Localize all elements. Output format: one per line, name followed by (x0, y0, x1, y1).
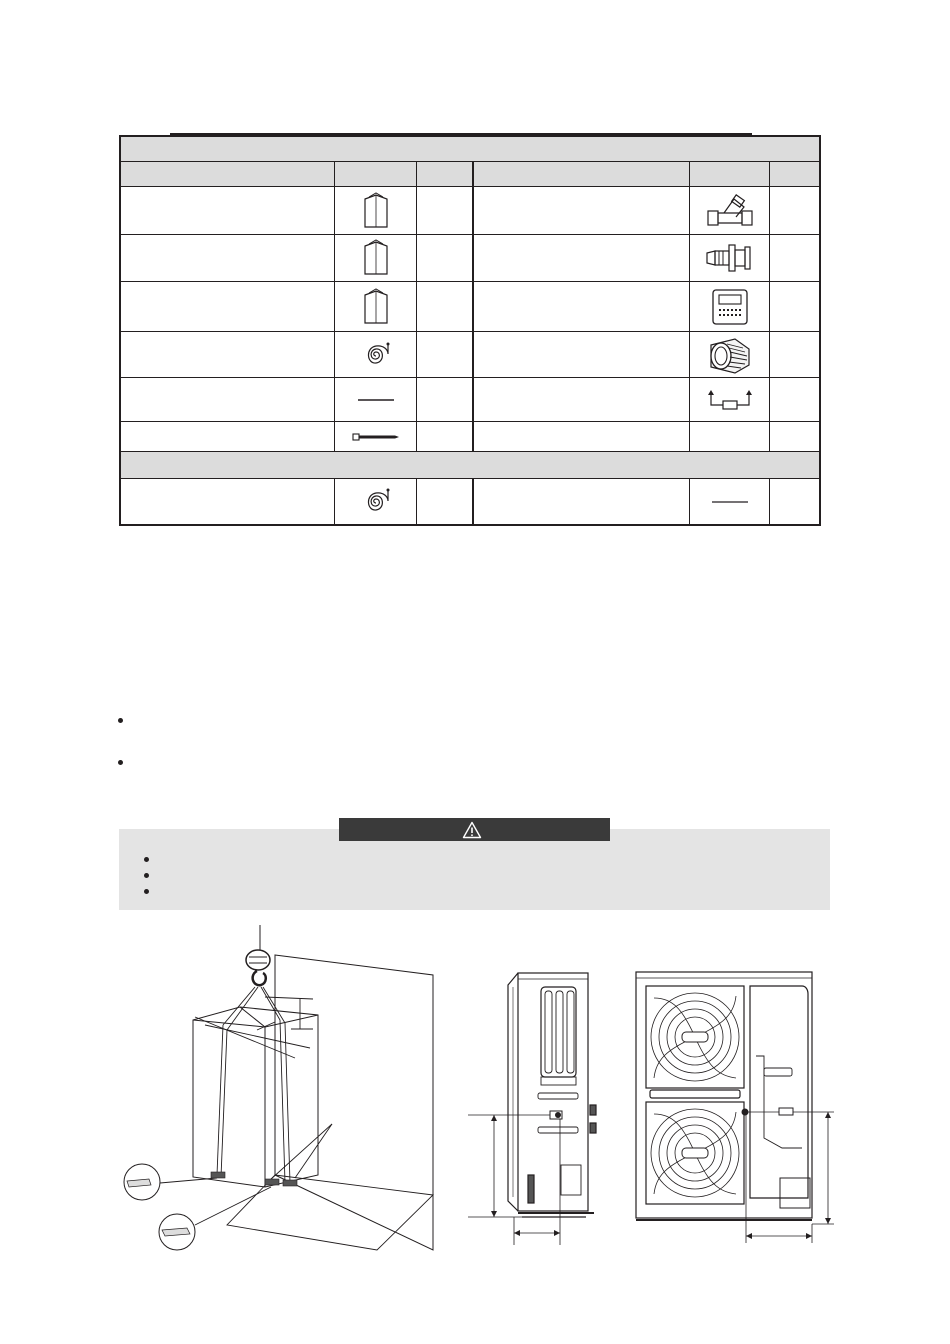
item-shape (690, 187, 770, 234)
item-shape (335, 282, 417, 331)
header-left-qty (417, 162, 474, 186)
item-name (121, 332, 335, 377)
header-right-name (474, 162, 690, 186)
bullet-dot (118, 760, 123, 765)
item-qty (770, 422, 819, 451)
header-right-shape (690, 162, 770, 186)
item-qty (417, 187, 474, 234)
item-qty (417, 378, 474, 421)
straight-line-icon (710, 497, 750, 507)
item-qty (770, 479, 819, 524)
table-row (121, 479, 819, 524)
table-row (121, 378, 819, 422)
resistor-connector-icon (705, 387, 755, 413)
item-name (121, 187, 335, 234)
header-left-shape (335, 162, 417, 186)
section-label (121, 452, 819, 478)
manual-booklet-icon (361, 238, 391, 278)
item-qty (770, 187, 819, 234)
item-shape (690, 282, 770, 331)
item-qty (770, 282, 819, 331)
table-section-header (121, 452, 819, 479)
manual-booklet-icon (361, 287, 391, 327)
warning-header (339, 818, 610, 841)
outdoor-unit-side-view (466, 965, 598, 1250)
item-qty (770, 378, 819, 421)
header-right-qty (770, 162, 819, 186)
coiled-cable-icon (358, 485, 394, 519)
item-shape (335, 235, 417, 281)
bullet-dot (118, 718, 123, 723)
bullet-dot (144, 857, 149, 862)
item-name (121, 282, 335, 331)
section-label (121, 137, 819, 161)
table-section-header (121, 137, 819, 162)
table-row (121, 282, 819, 332)
item-qty (770, 235, 819, 281)
item-shape (690, 422, 770, 451)
item-name (474, 479, 690, 524)
item-name (121, 479, 335, 524)
straight-line-icon (356, 395, 396, 405)
wired-controller-icon (710, 287, 750, 327)
item-name (121, 235, 335, 281)
item-qty (417, 235, 474, 281)
warning-triangle-icon (462, 821, 482, 839)
item-name (474, 282, 690, 331)
lifting-diagram (115, 925, 450, 1265)
drain-joint-icon (705, 241, 755, 275)
table-row (121, 235, 819, 282)
item-qty (417, 422, 474, 451)
item-name (474, 422, 690, 451)
y-strainer-icon (706, 191, 754, 231)
table-row (121, 422, 819, 452)
table-row (121, 187, 819, 235)
item-shape (335, 378, 417, 421)
item-shape (690, 332, 770, 377)
item-shape (690, 235, 770, 281)
outdoor-unit-front-view (632, 968, 844, 1253)
item-shape (335, 479, 417, 524)
item-name (474, 187, 690, 234)
accessories-table (119, 135, 821, 526)
item-shape (690, 378, 770, 421)
item-qty (417, 479, 474, 524)
item-name (474, 332, 690, 377)
item-qty (417, 282, 474, 331)
item-shape (335, 332, 417, 377)
item-qty (770, 332, 819, 377)
header-left-name (121, 162, 335, 186)
table-row (121, 332, 819, 378)
item-shape (335, 422, 417, 451)
item-name (121, 422, 335, 451)
coiled-cable-icon (358, 340, 394, 370)
crane-hook-icon (246, 950, 270, 985)
item-name (474, 235, 690, 281)
table-header-row (121, 162, 819, 187)
bullet-dot (144, 873, 149, 878)
threaded-adapter-icon (705, 335, 755, 375)
item-name (121, 378, 335, 421)
cable-tie-icon (351, 432, 401, 442)
warning-box (119, 829, 830, 910)
item-qty (417, 332, 474, 377)
item-shape (335, 187, 417, 234)
bullet-dot (144, 889, 149, 894)
item-shape (690, 479, 770, 524)
manual-booklet-icon (361, 191, 391, 231)
item-name (474, 378, 690, 421)
